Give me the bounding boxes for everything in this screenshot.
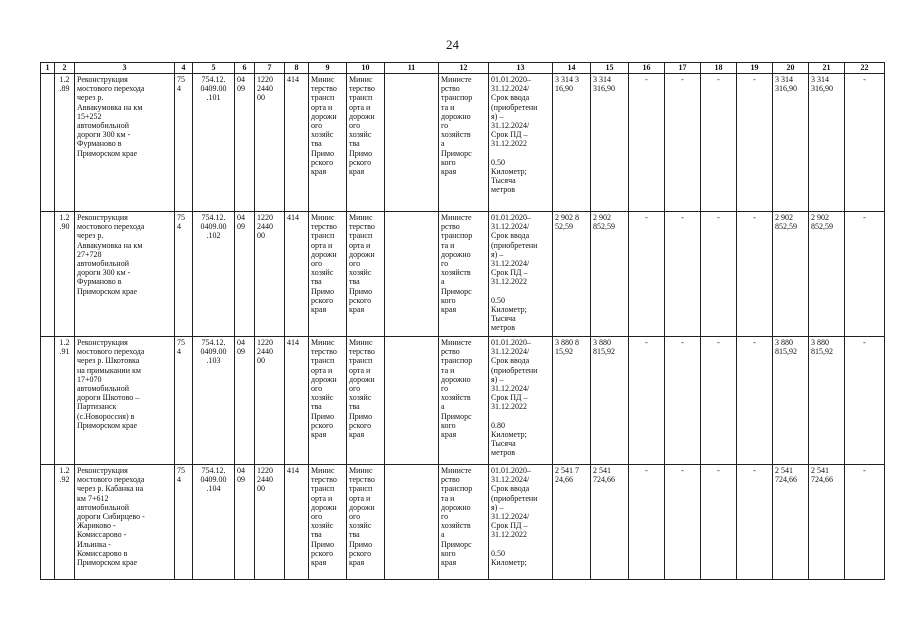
table-cell: - (845, 212, 885, 337)
amount-cell: 3 314 3 16,90 (553, 74, 591, 212)
col-header: 7 (255, 63, 285, 74)
budget-code: 754.12. 0409.00 .101 (193, 74, 235, 212)
table-cell: 414 (285, 212, 309, 337)
col-header: 15 (591, 63, 629, 74)
amount-cell: 3 314 316,90 (591, 74, 629, 212)
col-header: 11 (385, 63, 439, 74)
table-cell: - (845, 74, 885, 212)
object-name: Реконструкция мостового перехода через р. Аввакумовка на км 27+728 автомобильной дороги 300 км - Фурманово в Приморском крае (75, 212, 175, 337)
col-header: 18 (701, 63, 737, 74)
table-cell: 1220 2440 00 (255, 212, 285, 337)
table-cell: Минис терство трансп орта и дорожн ого хозяйс тва Примо рского края (309, 74, 347, 212)
object-name: Реконструкция мостового перехода через р. Шкотовка на примыкании км 17+070 автомобильной дороги Шкотово – Партизанск (с.Новороссия) в Приморском крае (75, 337, 175, 465)
row-number: 1.2 .92 (55, 465, 75, 580)
table-cell (41, 74, 55, 212)
col-header: 21 (809, 63, 845, 74)
amount-cell: 2 541 724,66 (773, 465, 809, 580)
table-cell: Минис терство трансп орта и дорожн ого хозяйс тва Примо рского края (309, 465, 347, 580)
col-header: 17 (665, 63, 701, 74)
table-cell: - (701, 465, 737, 580)
table-cell: - (737, 465, 773, 580)
table-cell: - (737, 212, 773, 337)
table-cell: Министе рство транспор та и дорожно го хозяйств а Приморс кого края (439, 465, 489, 580)
table-cell: - (629, 74, 665, 212)
amount-cell: 2 902 852,59 (773, 212, 809, 337)
table-cell: 1220 2440 00 (255, 337, 285, 465)
col-header: 3 (75, 63, 175, 74)
col-header: 14 (553, 63, 591, 74)
table-row (41, 74, 885, 212)
amount-cell: 2 902 852,59 (591, 212, 629, 337)
table-cell: 04 09 (235, 337, 255, 465)
table-row (41, 465, 885, 580)
amount-cell: 2 541 724,66 (591, 465, 629, 580)
table-cell (41, 212, 55, 337)
row-number: 1.2 .91 (55, 337, 75, 465)
row-number: 1.2 .90 (55, 212, 75, 337)
table-cell: 75 4 (175, 212, 193, 337)
amount-cell: 3 880 815,92 (773, 337, 809, 465)
table-cell: - (665, 74, 701, 212)
table-cell: Минис терство трансп орта и дорожн ого хозяйс тва Примо рского края (309, 212, 347, 337)
table-cell: 414 (285, 465, 309, 580)
col-header: 19 (737, 63, 773, 74)
table-cell (385, 337, 439, 465)
table-cell: Министе рство транспор та и дорожно го хозяйств а Приморс кого края (439, 212, 489, 337)
table-cell: 75 4 (175, 337, 193, 465)
table-cell (385, 212, 439, 337)
table-cell: - (629, 465, 665, 580)
table-cell: - (665, 337, 701, 465)
table-cell: 1220 2440 00 (255, 465, 285, 580)
data-table (40, 62, 885, 580)
table-cell: 75 4 (175, 465, 193, 580)
amount-cell: 3 880 8 15,92 (553, 337, 591, 465)
col-header: 2 (55, 63, 75, 74)
table-cell: 04 09 (235, 74, 255, 212)
amount-cell: 3 314 316,90 (809, 74, 845, 212)
table-cell: 1220 2440 00 (255, 74, 285, 212)
table-cell: - (629, 337, 665, 465)
amount-cell: 3 880 815,92 (809, 337, 845, 465)
amount-cell: 2 541 7 24,66 (553, 465, 591, 580)
deadline-cell: 01.01.2020– 31.12.2024/ Срок ввода (приобретени я) – 31.12.2024/ Срок ПД – 31.12.2022 0.50 Километр; Тысяча метров (489, 212, 553, 337)
col-header: 22 (845, 63, 885, 74)
header-row (41, 63, 885, 74)
table-cell: 414 (285, 74, 309, 212)
col-header: 6 (235, 63, 255, 74)
deadline-cell: 01.01.2020– 31.12.2024/ Срок ввода (приобретени я) – 31.12.2024/ Срок ПД – 31.12.2022 0.80 Километр; Тысяча метров (489, 337, 553, 465)
table-row (41, 212, 885, 337)
table-cell: 75 4 (175, 74, 193, 212)
col-header: 8 (285, 63, 309, 74)
table-cell (41, 337, 55, 465)
budget-code: 754.12. 0409.00 .104 (193, 465, 235, 580)
amount-cell: 2 902 852,59 (809, 212, 845, 337)
object-name: Реконструкция мостового перехода через р. Кабанка на км 7+612 автомобильной дороги Сибирцево - Жариково - Комиссарово - Ильинка - Комиссарово в Приморском крае (75, 465, 175, 580)
table-cell: - (629, 212, 665, 337)
col-header: 5 (193, 63, 235, 74)
table-cell: - (845, 337, 885, 465)
table-cell: - (737, 74, 773, 212)
deadline-cell: 01.01.2020– 31.12.2024/ Срок ввода (приобретени я) – 31.12.2024/ Срок ПД – 31.12.2022 0.50 Километр; Тысяча метров (489, 74, 553, 212)
page-number: 24 (446, 37, 459, 52)
table-cell: Минис терство трансп орта и дорожн ого хозяйс тва Примо рского края (347, 74, 385, 212)
col-header: 20 (773, 63, 809, 74)
amount-cell: 3 880 815,92 (591, 337, 629, 465)
object-name: Реконструкция мостового перехода через р. Аввакумовка на км 15+252 автомобильной дороги 300 км - Фурманово в Приморском крае (75, 74, 175, 212)
table-cell: - (737, 337, 773, 465)
table-cell: - (845, 465, 885, 580)
table-cell: Министе рство транспор та и дорожно го хозяйств а Приморс кого края (439, 74, 489, 212)
amount-cell: 2 541 724,66 (809, 465, 845, 580)
col-header: 12 (439, 63, 489, 74)
col-header: 16 (629, 63, 665, 74)
table-cell: - (701, 337, 737, 465)
col-header: 10 (347, 63, 385, 74)
col-header: 1 (41, 63, 55, 74)
deadline-cell: 01.01.2020– 31.12.2024/ Срок ввода (приобретени я) – 31.12.2024/ Срок ПД – 31.12.2022 0.50 Километр; (489, 465, 553, 580)
table-cell (385, 465, 439, 580)
table-cell: Минис терство трансп орта и дорожн ого хозяйс тва Примо рского края (347, 337, 385, 465)
budget-code: 754.12. 0409.00 .102 (193, 212, 235, 337)
table-cell: - (701, 212, 737, 337)
table-cell: 414 (285, 337, 309, 465)
col-header: 9 (309, 63, 347, 74)
table-cell: 04 09 (235, 465, 255, 580)
table-cell: - (701, 74, 737, 212)
table-cell: Минис терство трансп орта и дорожн ого хозяйс тва Примо рского края (347, 465, 385, 580)
amount-cell: 2 902 8 52,59 (553, 212, 591, 337)
table-cell: 04 09 (235, 212, 255, 337)
table-cell: Минис терство трансп орта и дорожн ого хозяйс тва Примо рского края (309, 337, 347, 465)
table-cell: - (665, 465, 701, 580)
table-cell: Минис терство трансп орта и дорожн ого хозяйс тва Примо рского края (347, 212, 385, 337)
budget-code: 754.12. 0409.00 .103 (193, 337, 235, 465)
amount-cell: 3 314 316,90 (773, 74, 809, 212)
table-cell (41, 465, 55, 580)
table-row (41, 337, 885, 465)
col-header: 13 (489, 63, 553, 74)
row-number: 1.2 .89 (55, 74, 75, 212)
table-cell: - (665, 212, 701, 337)
table-cell: Министе рство транспор та и дорожно го хозяйств а Приморс кого края (439, 337, 489, 465)
col-header: 4 (175, 63, 193, 74)
table-cell (385, 74, 439, 212)
